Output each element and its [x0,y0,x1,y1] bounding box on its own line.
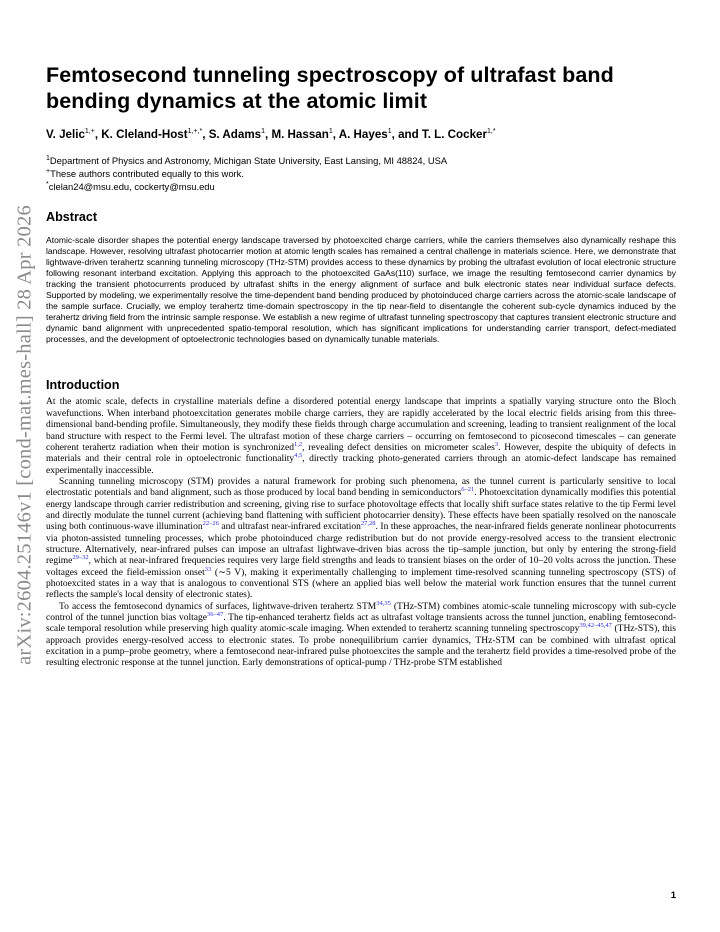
abstract-text: Atomic-scale disorder shapes the potential energy landscape traversed by photoexcited charge carriers, while the carriers themselves also dynamically reshape this landscape. However, resolving ultrafast photocarrier motion at atomic length scales has remained a central challenge in materials science. Here, we demonstrate that lightwave-driven terahertz scanning tunneling microscopy (THz-STM) provides access to these dynamics by probing the ultrafast evolution of local electronic structure following resonant interband excitation. Applying this approach to the photoexcited GaAs(110) surface, we image the resulting femtosecond carrier dynamics by tracking the transient photocurrents produced by ultrafast shifts in the energy alignment of surface and bulk electronic states near individual surface defects. Supported by modeling, we experimentally resolve the time-dependent band bending produced by photoinduced charge carriers across the atomic-scale landscape of the sample surface. Crucially, we employ terahertz time-domain spectroscopy in the tip near-field to disentangle the coherent sub-cycle dynamics induced by the terahertz driving field from the intrinsic sample response. We establish a new regime of ultrafast tunneling spectroscopy that captures transient electronic structure and dynamic band alignment with unprecedented spatio-temporal resolution, which has significant implications for understanding carrier transport, defect-mediated processes, and the development of optoelectronic technologies based on dynamically tunable materials. [46,235,676,345]
paragraph-text: At the atomic scale, defects in crystalline materials define a disordered potential energy landscape that imprints a spatially varying structure onto the Bloch wavefunctions. When interband photoexcitation generates mobile charge carriers, they are rapidly accelerated by the local electric fields arising from this three-dimensional band-bending profile. Simultaneously, they modify these fields through charge accumulation and screening, leading to transient realignment of the local band structure with respect to the Fermi level. The ultrafast motion of these charge carriers – occurring on femtosecond to picosecond timescales – can generate coherent terahertz radiation when their motion is synchronized [46,397,676,453]
author-name: V. Jelic [46,128,85,141]
paragraph-text: (THz-STM) combines atomic-scale tunneling microscopy with sub-cycle control of the tunnel junction bias voltage [46,601,677,623]
citation-link[interactable]: 33 [204,565,212,573]
citation-link[interactable]: 29–32 [72,554,89,562]
paragraph-text: , which at near-infrared frequencies requires very large field strengths and leads to transient biases on the order of 10–20 volts across the junction. These voltages exceed the field-emission onset [46,556,676,578]
paragraph-text: (∼5 V), making it experimentally challenging to implement time-resolved scanning tunneling spectroscopy (STS) of photoexcited states in a way that is analogous to conventional STS (where an applied bias well below the material work function ensures that the tunnel current reflects the sample's local density of electronic states). [46,567,676,601]
affiliation-line [46,154,676,167]
abstract-heading: Abstract [46,210,98,224]
author-list [46,127,676,142]
paragraph-text: Scanning tunneling microscopy (STM) provides a natural framework for probing such phenomena, as the tunnel current is particularly sensitive to local electrostatic potentials and band alignment, such as those produced by local band bending in semiconductors [46,476,676,499]
page-number: 1 [670,890,676,901]
paragraph-text: , directly tracking photo-generated carriers through an atomic-defect landscape has remained experimentally inaccessible. [46,454,676,476]
paragraph-text: . In these approaches, the near-infrared fields generate nonlinear photocurrents via photon-assisted tunneling processes, which probe photoinduced charge redistribution but do not provide energy-resolved access to the transient electronic structure. Alternatively, near-infrared pulses can impose an ultrafast lightwave-driven bias across the tip–sample junction, but only by entering the strong-field regime [46,522,676,567]
paragraph-text: . Photoexcitation dynamically modifies this potential energy landscape through carrier redistribution and screening, giving rise to surface photovoltage effects that locally shift surface states relative to the tip Fermi level and directly modulate the tunnel current (achieving band flattening with sufficient photocarrier density). These effects have been spatially resolved on the nanoscale using both continuous-wave illumination [46,488,676,533]
affiliation-mark: * [46,180,49,188]
affiliation-line [46,180,676,193]
citation-link[interactable]: 1,2 [293,440,303,448]
citation-link[interactable]: 6–21 [461,486,475,494]
affiliation-text: clelan24@msu.edu, cockerty@msu.edu [48,181,215,192]
introduction-body [46,397,676,669]
arxiv-identifier: arXiv:2604.25146v1 [cond-mat.mes-hall] 28 Apr 2026 [13,205,36,665]
affiliation-mark: + [46,167,51,175]
author-separator: , [202,128,209,141]
author-separator: , and [391,128,422,141]
paragraph-text: (THz-STS), this approach provides energy-resolved access to electronic states. To probe nonequilibrium carrier dynamics, THz-STM can be combined with ultrafast optical excitation in a pump–probe geometry, where a femtosecond near-infrared pulse photoexcites the sample and the terahertz field provides a time-resolved probe of the resulting electronic response at the tunnel junction. Early demonstrations of optical-pump / THz-probe STM established [46,624,676,669]
citation-link[interactable]: 34,35 [376,599,391,607]
citation-link[interactable]: 3 [494,440,499,448]
author-separator: , [94,128,102,141]
author-name: S. Adams [208,128,262,141]
arxiv-sidebar [0,190,50,680]
paper-title: Femtosecond tunneling spectroscopy of ultrafast band bending dynamics at the atomic limit [46,63,614,113]
paragraph-text: , revealing defect densities on micrometer scales [302,442,495,453]
author-name: K. Cleland-Host [101,128,188,141]
introduction-heading: Introduction [46,378,120,393]
affiliation-text: These authors contributed equally to this work. [50,168,244,179]
author-separator: , [265,128,272,141]
author-affiliation-mark: 1 [261,128,265,136]
affiliations [46,154,676,193]
author-name: T. L. Cocker [421,128,487,141]
author-separator: , [332,128,339,141]
affiliation-mark: 1 [46,154,50,162]
author-name: M. Hassan [271,128,329,141]
author-affiliation-mark: 1 [387,128,392,136]
paragraph-text: and ultrafast near-infrared excitation [218,522,361,533]
author-affiliation-mark: 1,* [486,128,496,136]
intro-paragraph [46,397,676,476]
author-affiliation-mark: 1 [328,128,333,136]
paragraph-text: To access the femtosecond dynamics of surfaces, lightwave-driven terahertz STM [59,601,377,612]
citation-link[interactable]: 27,28 [360,520,376,528]
citation-link[interactable]: 39,42–45,47 [579,622,612,630]
author-affiliation-mark: 1,+,* [187,128,203,136]
intro-paragraph [46,477,676,602]
author-name: A. Hayes [338,128,388,141]
paragraph-text: . The tip-enhanced terahertz fields act as ultrafast voltage transients across the tunnel junction, enabling femtosecond-scale temporal resolution while preserving high quality atomic-scale imaging. When extended to terahertz scanning tunneling spectroscopy [46,613,676,635]
citation-link[interactable]: 36–47 [206,610,224,618]
paragraph-text: . However, despite the ubiquity of defects in materials and their central role in optoelectronic functionality [46,442,676,465]
author-affiliation-mark: 1,+ [84,128,95,136]
citation-link[interactable]: 4,5 [294,452,303,460]
intro-paragraph [46,599,677,670]
affiliation-text: Department of Physics and Astronomy, Michigan State University, East Lansing, MI 48824, USA [49,155,448,166]
paper-content [46,62,676,670]
affiliation-line [46,167,676,180]
citation-link[interactable]: 22–26 [202,520,219,528]
